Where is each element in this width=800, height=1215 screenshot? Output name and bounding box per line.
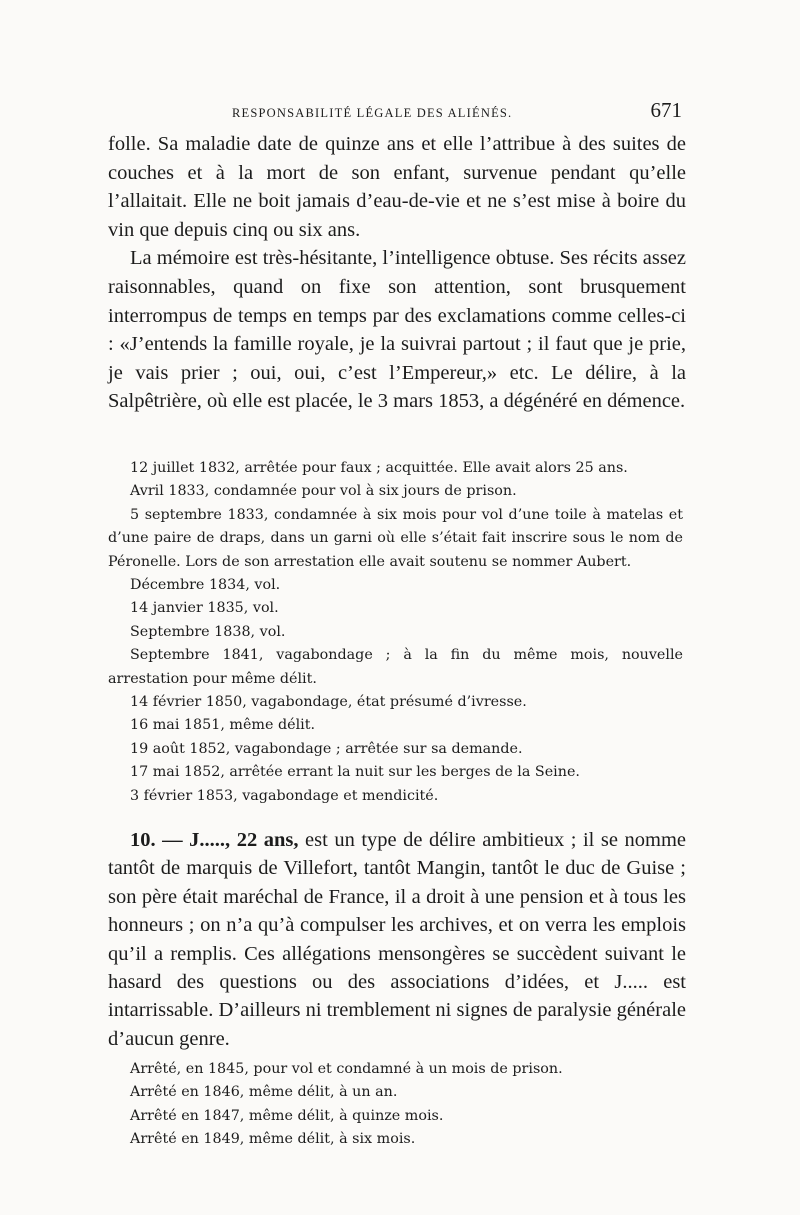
paragraph: folle. Sa maladie date de quinze ans et elle l’attribue à des suites de couches et à la mort de son enfant, survenue pendant qu’elle l’allaitait. Elle ne boit jamais d’eau-de-vie et ne s’est mise à boire du vin que depuis cinq ou six ans. xyxy=(108,133,686,241)
running-title: RESPONSABILITÉ LÉGALE DES ALIÉNÉS. xyxy=(232,106,513,120)
record-entry: 12 juillet 1832, arrêtée pour faux ; acquittée. Elle avait alors 25 ans. xyxy=(130,460,628,476)
record-entry: Septembre 1838, vol. xyxy=(130,623,286,640)
record-entry: 16 mai 1851, même délit. xyxy=(130,717,316,734)
body-text-block xyxy=(108,130,686,416)
record-list xyxy=(108,1058,683,1152)
record-entry: 17 mai 1852, arrêtée errant la nuit sur les berges de la Seine. xyxy=(130,764,580,781)
paragraph: La mémoire est très-hésitante, l’intelligence obtuse. Ses récits assez raisonnables, quand on fixe son attention, sont brusquement interrompus de temps en temps par des exclamations comme celles-ci : «J’entends la famille royale, je la suivrai partout ; il faut que je prie, je vais prier ; oui, oui, c’est l’Empereur,» etc. Le délire, à la Salpêtrière, où elle est placée, le 3 mars 1853, a dégénéré en démence. xyxy=(108,247,686,413)
record-entry: 14 février 1850, vagabondage, état présumé d’ivresse. xyxy=(130,694,527,711)
record-entry: Arrêté en 1846, même délit, à un an. xyxy=(130,1084,398,1101)
case-paragraph xyxy=(108,826,686,1053)
page-number: 671 xyxy=(650,98,682,122)
record-entry: Septembre 1841, vagabondage ; à la fin du même mois, nouvelle arrestation pour même délit. xyxy=(108,647,683,687)
record-entry: Arrêté, en 1845, pour vol et condamné à un mois de prison. xyxy=(130,1061,563,1077)
record-entry: 3 février 1853, vagabondage et mendicité. xyxy=(130,787,439,804)
case-text: est un type de délire ambitieux ; il se nomme tantôt de marquis de Villefort, tantôt Mangin, tantôt le duc de Guise ; son père était maréchal de France, il a droit à une pension et à tous les honneurs ; on n’a qu’à compulser les archives, et on verra les emplois qu’il a remplis. Ces allégations mensongères se succèdent suivant le hasard des questions ou des associations d’idées, et J..... est intarrissable. D’ailleurs ni tremblement ni signes de paralysie générale d’aucun genre. xyxy=(108,829,686,1050)
record-entry: 19 août 1852, vagabondage ; arrêtée sur sa demande. xyxy=(130,740,523,757)
record-entry: Arrêté en 1847, même délit, à quinze mois. xyxy=(130,1107,444,1124)
record-entry: Avril 1833, condamnée pour vol à six jours de prison. xyxy=(130,483,517,500)
page-header xyxy=(108,98,688,128)
record-entry: Arrêté en 1849, même délit, à six mois. xyxy=(130,1131,416,1148)
record-entry: 5 septembre 1833, condamnée à six mois pour vol d’une toile à matelas et d’une paire de draps, dans un garni où elle s’était fait inscrire sous le nom de Péronelle. Lors de son arrestation elle avait soutenu se nommer Aubert. xyxy=(108,506,683,570)
case-number: 10. — J....., 22 ans, xyxy=(130,829,299,851)
record-entry: Décembre 1834, vol. xyxy=(130,577,281,594)
record-entry: 14 janvier 1835, vol. xyxy=(130,600,279,617)
record-list xyxy=(108,457,683,808)
